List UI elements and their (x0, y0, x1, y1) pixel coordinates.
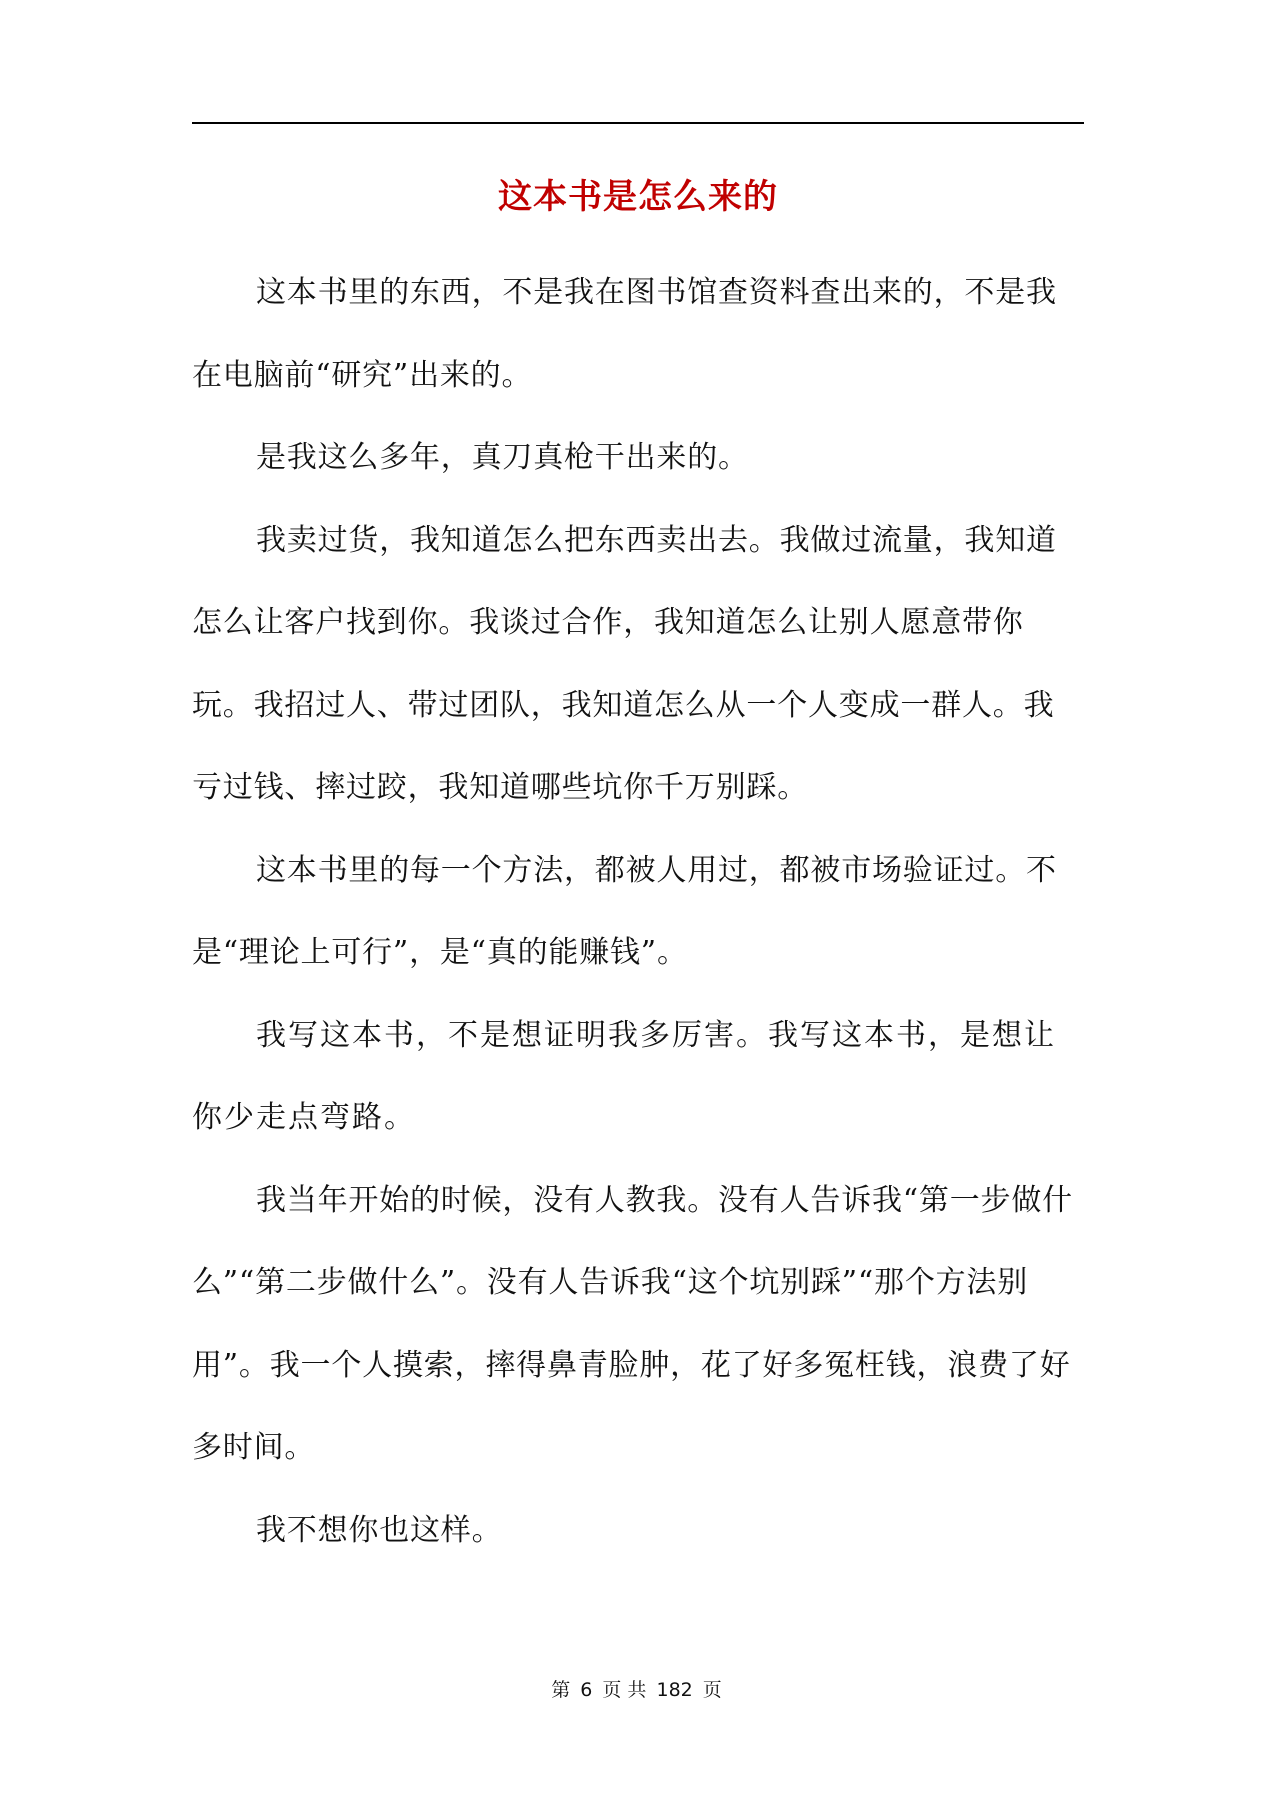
document-body (192, 252, 1084, 1572)
paragraph: 我写这本书，不是想证明我多厉害。我写这本书，是想让你少走点弯路。 (192, 1017, 1056, 1135)
footer-middle: 页 共 (602, 1679, 647, 1701)
paragraph: 我卖过货，我知道怎么把东西卖出去。我做过流量，我知道怎么让客户找到你。我谈过合作，我知道怎么让别人愿意带你玩。我招过人、带过团队，我知道怎么从一个人变成一群人。我亏过钱、摔过跤，我知道哪些坑你千万别踩。 (192, 522, 1057, 805)
footer-prefix: 第 (551, 1679, 571, 1701)
paragraph: 我当年开始的时候，没有人教我。没有人告诉我“第一步做什么”“第二步做什么”。没有人告诉我“这个坑别踩”“那个方法别用”。我一个人摸索，摔得鼻青脸肿，花了好多冤枉钱，浪费了好多时间。 (192, 1182, 1073, 1465)
current-page-number: 6 (580, 1679, 593, 1701)
paragraph: 我不想你也这样。 (256, 1512, 503, 1548)
total-pages-number: 182 (656, 1679, 693, 1701)
footer-suffix: 页 (702, 1679, 722, 1701)
paragraph: 这本书里的东西，不是我在图书馆查资料查出来的，不是我在电脑前“研究”出来的。 (192, 275, 1057, 393)
paragraph: 是我这么多年，真刀真枪干出来的。 (256, 440, 749, 475)
document-title: 这本书是怎么来的 (498, 177, 778, 217)
paragraph: 这本书里的每一个方法，都被人用过，都被市场验证过。不是“理论上可行”，是“真的能赚钱”。 (192, 852, 1057, 970)
header-rule (192, 122, 1084, 124)
page-number-footer (0, 1676, 1273, 1704)
